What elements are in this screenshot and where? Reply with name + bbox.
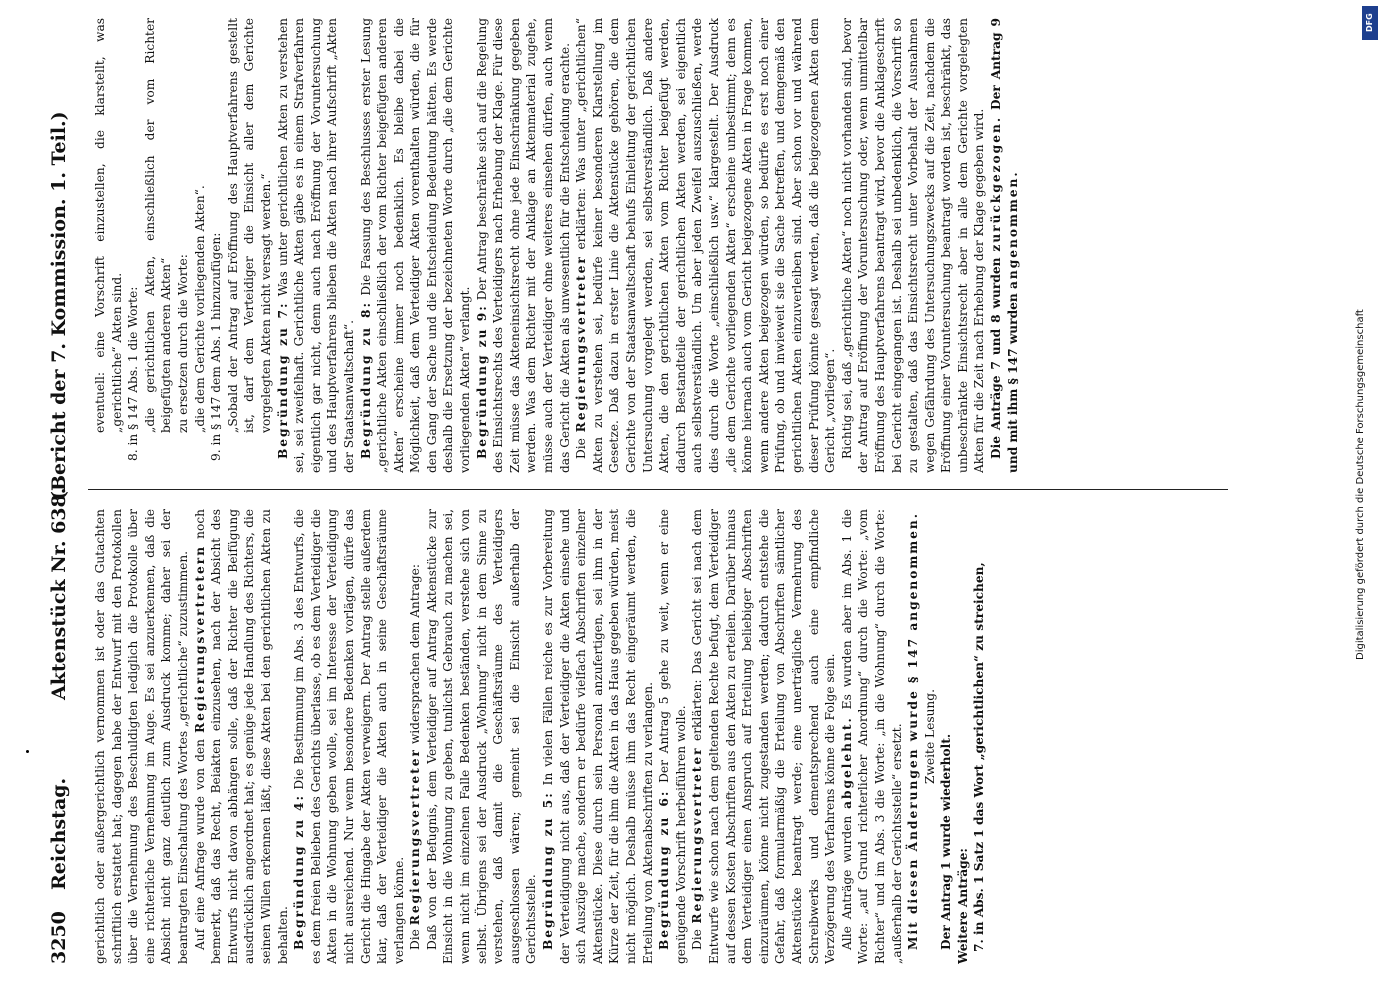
paragraph: Der Antrag 1 wurde wiederholt. — [939, 733, 954, 950]
paragraph: Auf eine Anfrage wurde von den Regierungsvertretern noch bemerkt, daß das Recht, Beiakten einzusehen, nach der Absicht des Entwurfs nicht davon abhängen solle, daß der Richter die Beifügung ausdrücklich angeordnet hat; es genüge jede Handlung des Richters, die seinen Willen erkennen läßt, diese Akten bei den gerichtlichen Akten zu behalten. — [192, 509, 290, 964]
paragraph: Weitere Anträge: — [955, 848, 970, 964]
digitization-note: Digitalisierung gefördert durch die Deutsche Forschungsgemeinschaft — [1355, 309, 1366, 660]
list-item: 7. in Abs. 1 Satz 1 das Wort „gerichtlichen“ zu streichen, — [972, 562, 987, 952]
list-item: 9. in § 147 dem Abs. 1 hinzuzufügen: — [209, 232, 224, 461]
page-header — [42, 10, 82, 970]
speck — [26, 750, 29, 753]
header-title: Reichstag. — [48, 777, 70, 890]
paragraph: Die Regierungsvertreter erklärten: Was unter „gerichtlichen“ Akten zu verstehen sei, bedürfe keiner besonderen Klarstellung im Gesetze. Daß dazu in erster Linie die Aktenstücke gehören, die dem Gerichte von der Staatsanwaltschaft behufs Einleitung der gerichtlichen Untersuchung vorgelegt werden, sei selbstverständlich. Daß andere Akten, die den gerichtlichen Akten vom Richter beigefügt werden, dadurch Bestandteile der gerichtlichen Akten werden, sei eigentlich auch selbstverständlich. Um aber jeden Zweifel auszuschließen, werde dies durch die Worte „einschließlich usw.“ klargestellt. Der Ausdruck „die dem Gerichte vorliegenden Akten“ erscheine unbestimmt; denn es könne hiernach auch vom Gericht beigezogene Akten in Frage kommen, wenn andere Akten beigezogen würden, so bedürfe es erst noch einer Prüfung, ob und inwieweit sie die Sache betreffen, und demgemäß den gerichtlichen Akten einzuverleiben sind. Aber schon vor und während dieser Prüfung könnte gesagt werden, daß die beigezogenen Akten dem Gericht „vorliegen“. — [574, 18, 838, 473]
paragraph: Die Anträge 7 und 8 wurden zurückgezogen. Der Antrag 9 und mit ihm § 147 wurden angenommen. — [989, 18, 1020, 473]
paragraph: Die Regierungsvertreter widersprachen dem Antrage: — [408, 564, 423, 950]
paragraph: Begründung zu 4: Die Bestimmung im Abs. 3 des Entwurfs, die es dem freien Belieben des Gerichts überlasse, ob es dem Verteidiger die Akten in die Wohnung geben wolle, sei im Interesse der Verteidigung nicht ausreichend. Nur wenn besondere Bedenken vorlägen, dürfe das Gericht die Hingabe der Akten verweigern. Der Antrag stelle außerdem klar, daß der Verteidiger die Akten auch in seine Geschäftsräume verlangen könne. — [292, 509, 406, 964]
paragraph: gerichtlich oder außergerichtlich vernommen ist oder das Gutachten schriftlich erstattet hat; dagegen habe der Entwurf mit den Protokollen über die Vernehmung des Beschuldigten lediglich die Protokolle über eine richterliche Vernehmung im Auge. Es sei anzuerkennen, daß die Absicht nicht ganz deutlich zum Ausdruck komme; daher sei der beantragten Einschaltung des Wortes „gerichtliche“ zuzustimmen. — [93, 509, 190, 964]
quote: „Sobald der Antrag auf Eröffnung des Hauptverfahrens gestellt ist, darf dem Verteidiger die Einsicht aller dem Gerichte vorgelegten Akten nicht versagt werden.“ — [225, 18, 273, 433]
paragraph: Mit diesen Änderungen wurde § 147 angenommen. — [906, 512, 921, 950]
paragraph: Begründung zu 9: Der Antrag beschränke sich auf die Regelung des Einsichtsrechts des Verteidigers nach Erhebung der Klage. Für diese Zeit müsse das Akteneinsichtsrecht ohne jede Einschränkung gegeben werden. Was dem Richter mit der Anklage an Aktenmaterial zugehe, müsse auch der Verteidiger ohne weiteres einsehen dürfen, auch wenn das Gericht die Akten als unwesentlich für die Entscheidung erachte. — [474, 18, 572, 473]
left-column — [92, 509, 1312, 964]
section-heading: Zweite Lesung. — [922, 689, 937, 784]
right-column — [92, 18, 1312, 473]
paragraph: Begründung zu 5: In vielen Fällen reiche es zur Vorbereitung der Verteidigung nicht aus, daß der Verteidiger die Akten einsehe und sich Auszüge mache, sondern er bedürfe vielfach Abschriften einzelner Aktenstücke. Diese durch sein Personal anzufertigen, sei ihm in der Kürze der Zeit, für die ihm die Akten in das Haus gegeben würden, meist nicht möglich. Deshalb müsse ihm das Recht eingeräumt werden, die Erteilung von Aktenabschriften zu verlangen. — [541, 509, 655, 964]
header-report: (Bericht der 7. Kommission. 1. Teil.) — [48, 111, 70, 500]
rotated-document — [42, 10, 1322, 970]
paragraph: Richtig sei, daß „gerichtliche Akten“ noch nicht vorhanden sind, bevor der Antrag auf Eröffnung der Voruntersuchung oder, wenn unmittelbar Eröffnung des Hauptverfahrens beantragt wird, bevor die Anklageschrift bei Gericht eingegangen ist. Deshalb sei unbedenklich, die Vorschrift so zu gestalten, daß das Einsichtsrecht unter Vorbehalt der Ausnahmen wegen Gefährdung des Untersuchungszwecks auf die Zeit, nachdem die Eröffnung einer Voruntersuchung beantragt worden ist, beschränkt, das unbeschränkte Einsichtsrecht aber in alle dem Gerichte vorgelegten Akten für die Zeit nach Erhebung der Klage gegeben wird. — [839, 18, 987, 473]
dfg-logo: DFG — [1362, 6, 1378, 40]
paragraph: Alle Anträge wurden abgelehnt. Es wurden aber im Abs. 1 die Worte: „auf Grund richterlicher Anordnung“ durch die Worte: „vom Richter“ und im Abs. 3 die Worte: „in die Wohnung“ durch die Worte: „außerhalb der Gerichtsstelle“ ersetzt. — [839, 509, 904, 964]
paragraph: Begründung zu 6: Der Antrag 5 gehe zu weit, wenn er eine genügende Vorschrift herbeiführen wolle. — [657, 509, 688, 964]
column-divider — [88, 489, 1228, 490]
page-number: 3250 — [48, 911, 70, 964]
paragraph: eventuell: eine Vorschrift einzustellen, die klarstellt, was „gerichtliche“ Akten sind. — [93, 18, 124, 433]
list-item: 8. in § 147 Abs. 1 die Worte: — [126, 286, 141, 461]
paragraph: Die Regierungsvertreter erklärten: Das Gericht sei nach dem Entwurfe wie schon nach dem geltenden Rechte befugt, dem Verteidiger auf dessen Kosten Abschriften aus den Akten zu erteilen. Darüber hinaus dem Verteidiger einen Anspruch auf Erteilung beliebiger Abschriften einzuräumen, könne nicht zugestanden werden; dadurch entstehe die Gefahr, daß formularmäßig die Erteilung von Abschriften sämtlicher Aktenstücke beantragt werde; eine unerträgliche Vermehrung des Schreibwerks und dementsprechend auch eine empfindliche Verzögerung des Verfahrens könne die Folge sein. — [690, 509, 838, 964]
paragraph: zu ersetzen durch die Worte: — [175, 254, 190, 433]
header-document: Aktenstück Nr. 638. — [48, 487, 70, 700]
quote: „die gerichtlichen Akten, einschließlich der vom Richter beigefügten anderen Akten“ — [142, 18, 174, 433]
paragraph: Daß von der Befugnis, dem Verteidiger auf Antrag Aktenstücke zur Einsicht in die Wohnung zu geben, tunlichst Gebrauch zu machen sei, wenn nicht im einzelnen Falle Bedenken beständen, verstehe sich von selbst. Übrigens sei der Ausdruck „Wohnung“ nicht in dem Sinne zu verstehen, daß damit die Geschäftsräume des Verteidigers ausgeschlossen wären; gemeint sei die Einsicht außerhalb der Gerichtsstelle. — [424, 509, 539, 964]
paragraph: Begründung zu 8: Die Fassung des Beschlusses erster Lesung „gerichtliche Akten einschließlich der vom Richter beigefügten anderen Akten“ erscheine immer noch bedenklich. Es bleibe dabei die Möglichkeit, daß dem Verteidiger Akten vorenthalten würden, die für den Gang der Sache und die Entscheidung Bedeutung hätten. Es werde deshalb die Ersetzung der bezeichneten Worte durch „die dem Gerichte vorliegenden Akten“ verlangt. — [358, 18, 473, 473]
quote: „die dem Gerichte vorliegenden Akten“. — [192, 185, 207, 433]
paragraph: Begründung zu 7: Was unter gerichtlichen Akten zu verstehen sei, sei zweifelhaft. Gerichtliche Akten gäbe es in einem Strafverfahren eigentlich gar nicht, denn auch nach Eröffnung der Voruntersuchung und des Hauptverfahrens blieben die Akten nach ihrer Aufschrift „Akten der Staatsanwaltschaft“. — [275, 18, 356, 473]
